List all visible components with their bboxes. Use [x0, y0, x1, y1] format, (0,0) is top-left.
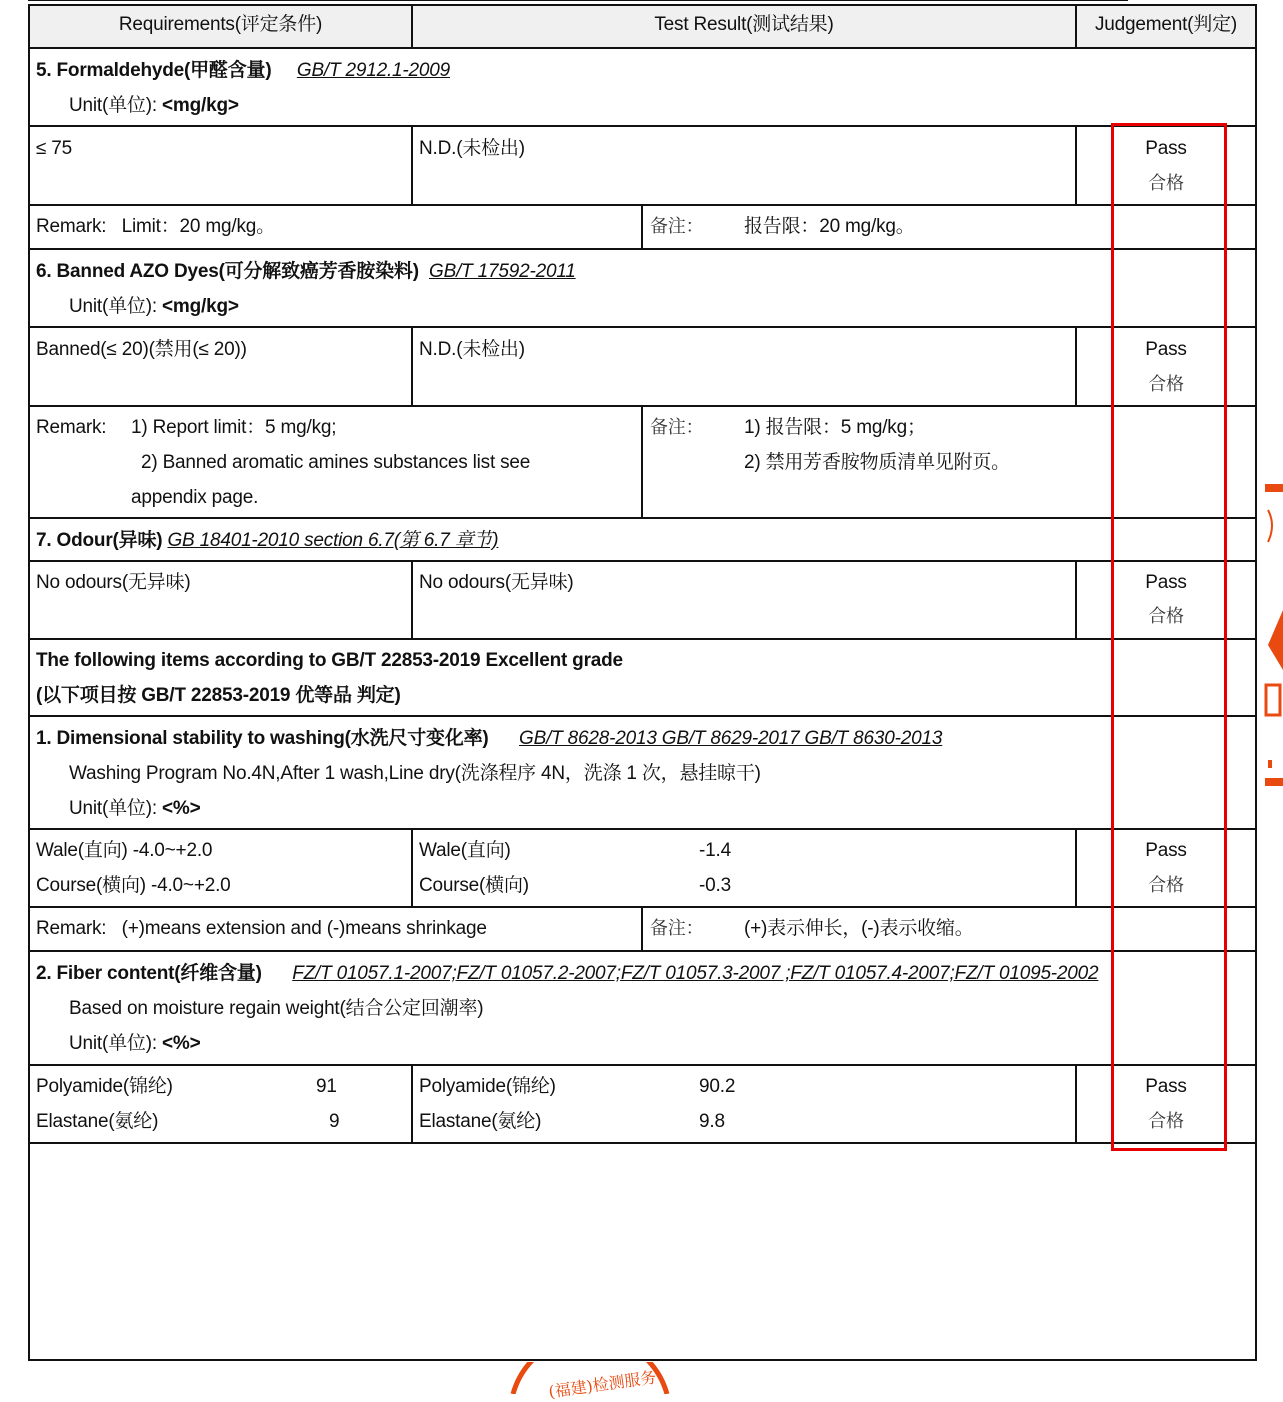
remark-line-2: 2) Banned aromatic amines substances list see	[141, 452, 531, 473]
remark-en	[36, 215, 275, 239]
judgement-pass-cn: 合格	[1148, 173, 1184, 194]
table-bottom-border	[28, 1359, 1257, 1361]
row-divider	[28, 47, 1257, 49]
standard-link[interactable]: GB/T 2912.1-2009	[296, 60, 450, 81]
grade-note-line-2: (以下项目按 GB/T 22853-2019 优等品 判定)	[36, 685, 401, 706]
remark-line-1: 1) Report limit：5 mg/kg;	[131, 417, 337, 438]
remark-label: 备注：	[650, 216, 704, 237]
section-title: 7. Odour(异味)	[36, 530, 163, 551]
test-result-value: No odours(无异味)	[419, 572, 574, 593]
unit-value: <%>	[162, 798, 201, 819]
res-fiber-name: Polyamide(锦纶)	[419, 1076, 556, 1097]
standard-link[interactable]: FZ/T 01057.1-2007;FZ/T 01057.2-2007;FZ/T 01057.3-2007 ;FZ/T 01057.4-2007;FZ/T 01095-2002	[292, 963, 1099, 984]
row-divider	[28, 248, 1257, 250]
row-divider	[28, 950, 1257, 952]
test-result-value: N.D.(未检出)	[419, 339, 525, 360]
remark-text: 报告限：20 mg/kg。	[744, 216, 915, 237]
remark-cn	[650, 215, 915, 239]
res-fiber-name: Elastane(氨纶)	[419, 1111, 542, 1132]
res-fiber-value: 9.8	[699, 1111, 725, 1132]
row-divider	[28, 828, 1257, 830]
unit-label: Unit(单位):	[69, 1033, 163, 1054]
row-divider	[28, 1142, 1257, 1144]
col-divider	[411, 560, 413, 639]
req-fiber-name: Elastane(氨纶)	[36, 1111, 159, 1132]
section-title-azo	[36, 260, 576, 284]
requirement-value: ≤ 75	[36, 138, 73, 159]
row-divider	[28, 326, 1257, 328]
standard-link[interactable]: GB 18401-2010 section 6.7(第 6.7 章节)	[167, 530, 499, 551]
requirement-value: Banned(≤ 20)(禁用(≤ 20))	[36, 339, 247, 360]
judgement-pass: Pass	[1145, 1076, 1187, 1097]
remark-label: Remark:	[36, 417, 107, 438]
req-fiber-value: 9	[329, 1111, 340, 1132]
remark-text: Limit：20 mg/kg。	[121, 216, 275, 237]
result-course-value: -0.3	[699, 875, 731, 896]
judgement-pass: Pass	[1145, 138, 1187, 159]
remark-text: (+)means extension and (-)means shrinkage	[121, 918, 487, 939]
req-fiber-name: Polyamide(锦纶)	[36, 1076, 173, 1097]
judgement-pass: Pass	[1145, 572, 1187, 593]
unit-line	[69, 797, 201, 821]
unit-value: <mg/kg>	[162, 296, 239, 317]
header-requirements: Requirements(评定条件)	[118, 14, 323, 35]
row-divider	[28, 715, 1257, 717]
row-divider	[28, 560, 1257, 562]
row-divider	[28, 1064, 1257, 1066]
row-divider	[28, 125, 1257, 127]
remark-cn-line-1: 1) 报告限：5 mg/kg；	[744, 417, 926, 438]
remark-line-3: appendix page.	[131, 487, 259, 508]
remark-cn-label: 备注：	[650, 417, 704, 438]
requirement-course: Course(横向) -4.0~+2.0	[36, 875, 231, 896]
judgement-pass-cn: 合格	[1148, 875, 1184, 896]
unit-line	[69, 1032, 201, 1056]
grade-note-line-1: The following items according to GB/T 22853-2019 Excellent grade	[36, 650, 623, 671]
unit-line	[69, 94, 239, 118]
col-divider	[411, 326, 413, 406]
stamp-text: (福建)检测服务	[547, 1367, 658, 1402]
judgement-pass-cn: 合格	[1148, 606, 1184, 627]
unit-label: Unit(单位):	[69, 798, 163, 819]
test-result-value: N.D.(未检出)	[419, 138, 525, 159]
col-divider	[641, 405, 643, 518]
col-divider	[641, 204, 643, 249]
washing-program: Washing Program No.4N,After 1 wash,Line dry(洗涤程序 4N，洗涤 1 次，悬挂晾干)	[69, 763, 761, 784]
standard-link[interactable]: GB/T 17592-2011	[429, 261, 576, 282]
result-wale-value: -1.4	[699, 840, 731, 861]
section-title-formaldehyde	[36, 59, 450, 83]
result-wale-label: Wale(直向)	[419, 840, 511, 861]
col-divider	[411, 828, 413, 907]
remark-cn-label: 备注：	[650, 918, 704, 939]
top-rule	[28, 0, 1128, 1]
judgement-pass-cn: 合格	[1148, 1111, 1184, 1132]
remark-label: Remark:	[36, 918, 107, 939]
header-test-result: Test Result(测试结果)	[654, 14, 834, 35]
requirement-wale: Wale(直向) -4.0~+2.0	[36, 840, 213, 861]
unit-value: <mg/kg>	[162, 95, 239, 116]
judgement-pass: Pass	[1145, 840, 1187, 861]
section-title: 5. Formaldehyde(甲醛含量)	[36, 60, 272, 81]
section-title-odour	[36, 529, 498, 553]
result-course-label: Course(横向)	[419, 875, 529, 896]
remark-en	[36, 917, 487, 941]
section-title: 1. Dimensional stability to washing(水洗尺寸变化率)	[36, 728, 489, 749]
side-stamp-icon	[1262, 480, 1283, 790]
unit-label: Unit(单位):	[69, 95, 163, 116]
standard-link[interactable]: GB/T 8628-2013 GB/T 8629-2017 GB/T 8630-2013	[519, 728, 943, 749]
remark-label: Remark:	[36, 216, 107, 237]
remark-cn-line-2: 2) 禁用芳香胺物质清单见附页。	[744, 452, 1010, 473]
section-title: 2. Fiber content(纤维含量)	[36, 963, 262, 984]
requirement-value: No odours(无异味)	[36, 572, 191, 593]
unit-line	[69, 295, 239, 319]
section-title: 6. Banned AZO Dyes(可分解致癌芳香胺染料)	[36, 261, 419, 282]
header-judgement: Judgement(判定)	[1094, 14, 1238, 35]
unit-value: <%>	[162, 1033, 201, 1054]
table-right-border	[1255, 4, 1257, 1361]
table-left-border	[28, 4, 30, 1361]
col-divider	[411, 1064, 413, 1143]
section-title-dimensional	[36, 727, 942, 751]
table-top-border	[28, 4, 1257, 6]
col-divider	[641, 906, 643, 951]
judgement-pass: Pass	[1145, 339, 1187, 360]
remark-cn-text: (+)表示伸长，(-)表示收缩。	[744, 918, 974, 939]
unit-label: Unit(单位):	[69, 296, 163, 317]
fiber-basis: Based on moisture regain weight(结合公定回潮率)	[69, 998, 484, 1019]
section-title-fiber	[36, 962, 1098, 986]
judgement-pass-cn: 合格	[1148, 374, 1184, 395]
req-fiber-value: 91	[316, 1076, 337, 1097]
row-divider	[28, 638, 1257, 640]
res-fiber-value: 90.2	[699, 1076, 736, 1097]
judgement-highlight-box	[1111, 123, 1227, 1151]
col-divider	[411, 125, 413, 205]
row-divider	[28, 517, 1257, 519]
